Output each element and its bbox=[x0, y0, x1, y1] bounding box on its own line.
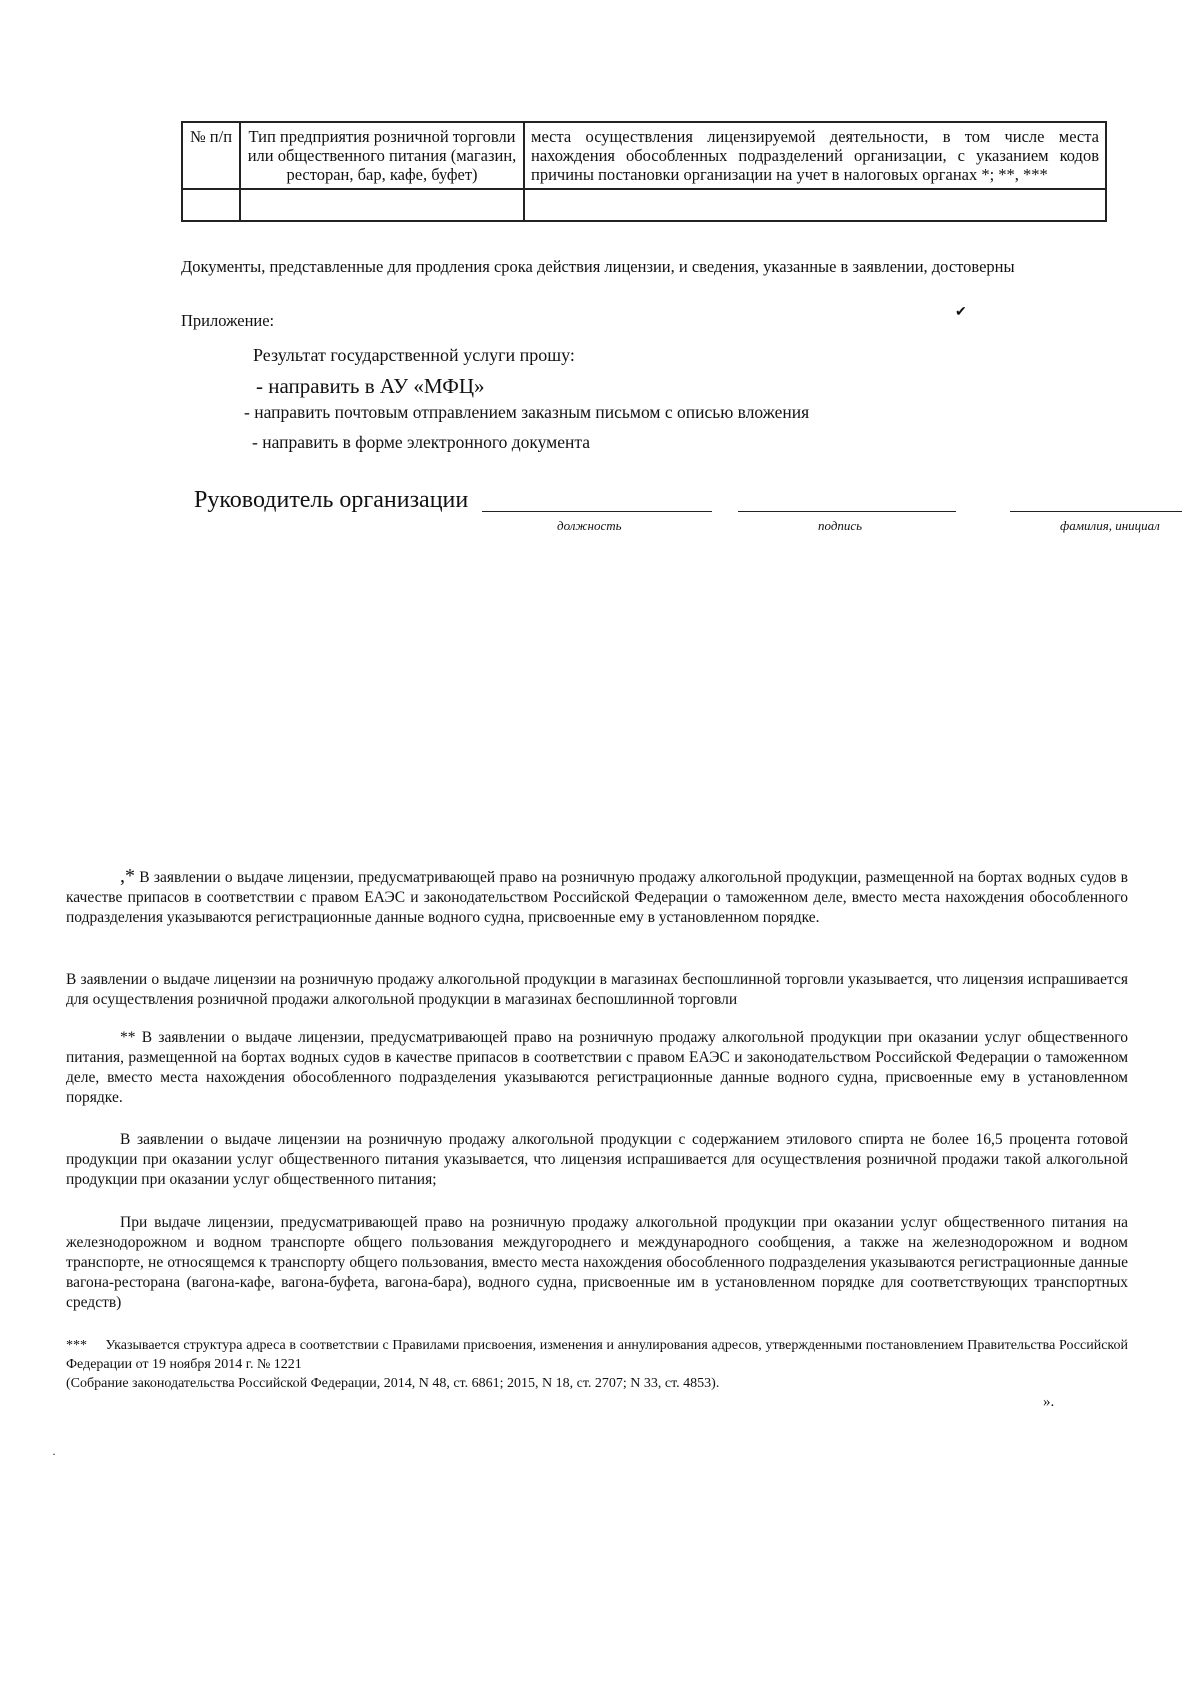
footnote-5 bbox=[66, 1213, 1128, 1313]
result-title: Результат государственной услуги прошу: bbox=[253, 345, 575, 365]
signature-heading: Руководитель организации bbox=[194, 487, 469, 513]
position-line bbox=[482, 511, 712, 512]
footnote-6-mark: *** bbox=[66, 1338, 87, 1353]
footnote-6-text: Указывается структура адреса в соответствии с Правилами присвоения, изменения и аннулирования адресов, утвержденными постановлением Правительства Российской Федерации от 19 ноября 2014 г. № 1221 bbox=[66, 1338, 1129, 1372]
result-option-mfc: - направить в АУ «МФЦ» bbox=[256, 374, 485, 398]
footnote-4-text: В заявлении о выдаче лицензии на розничную продажу алкогольной продукции с содержанием этилового спирта не более 16,5 процента готовой продукции при оказании услуг общественного питания указывается, что лицензия испрашивается для осуществления розничной продажи такой алкогольной продукции при оказании услуг общественного питания; bbox=[66, 1131, 1128, 1188]
closing-quote: ». bbox=[1043, 1394, 1055, 1410]
footnote-4 bbox=[66, 1130, 1128, 1190]
declaration-text: Документы, представленные для продления срока действия лицензии, и сведения, указанные в заявлении, достоверны bbox=[181, 257, 1015, 276]
footnote-2-text: В заявлении о выдаче лицензии на розничную продажу алкогольной продукции в магазинах беспошлинной торговли указывается, что лицензия испрашивается для осуществления розничной продажи алкогольной продукции в магазинах беспошлинной торговли bbox=[66, 971, 1128, 1008]
table-header-row bbox=[182, 122, 1106, 189]
table-row bbox=[182, 189, 1106, 221]
result-option-mail: - направить почтовым отправлением заказным письмом с описью вложения bbox=[244, 402, 810, 422]
footnote-6-source: (Собрание законодательства Российской Федерации, 2014, N 48, ст. 6861; 2015, N 18, ст. 2707; N 33, ст. 4853). bbox=[66, 1376, 720, 1391]
table-cell bbox=[524, 189, 1106, 221]
col-enterprise-type-header: Тип предприятия розничной торговли или общественного питания (магазин, ресторан, бар, кафе, буфет) bbox=[240, 122, 524, 189]
position-caption: должность bbox=[557, 518, 622, 533]
table-cell bbox=[240, 189, 524, 221]
col-places-header: места осуществления лицензируемой деятельности, в том числе места нахождения обособленных подразделений организации, с указанием кодов причины постановки организации на учет в налоговых органах *; **, *** bbox=[524, 122, 1106, 189]
stray-mark: · bbox=[52, 1447, 56, 1461]
table-cell bbox=[182, 189, 240, 221]
signature-caption: подпись bbox=[818, 518, 863, 533]
footnote-1 bbox=[66, 866, 1128, 928]
tick-mark: ✔ bbox=[955, 305, 967, 320]
footnote-6 bbox=[66, 1336, 1128, 1374]
license-places-table bbox=[181, 121, 1107, 222]
name-line bbox=[1010, 511, 1182, 512]
name-caption: фамилия, инициал bbox=[1060, 518, 1160, 533]
result-option-electronic: - направить в форме электронного документа bbox=[252, 432, 590, 452]
footnote-2 bbox=[66, 970, 1128, 1010]
footnote-5-text: При выдаче лицензии, предусматривающей право на розничную продажу алкогольной продукции при оказании услуг общественного питания на железнодорожном и водном транспорте общего пользования междугороднего и международного сообщения, а также на железнодорожном и водном транспорте, не относящемся к транспорту общего пользования, вместо места нахождения обособленного подразделения указываются регистрационные данные вагона-ресторана (вагона-кафе, вагона-буфета, вагона-бара), водного судна, присвоенные им в установленном порядке для соответствующих транспортных средств) bbox=[66, 1214, 1128, 1311]
col-number-header: № п/п bbox=[182, 122, 240, 189]
footnote-3 bbox=[66, 1028, 1128, 1108]
signature-line bbox=[738, 511, 956, 512]
appendix-label: Приложение: bbox=[181, 311, 275, 330]
footnote-3-text: ** В заявлении о выдаче лицензии, предусматривающей право на розничную продажу алкогольной продукции при оказании услуг общественного питания, размещенной на бортах водных судов в качестве припасов в соответствии с правом ЕАЭС и законодательством Российской Федерации о таможенном деле, вместо места нахождения обособленного подразделения указываются регистрационные данные водного судна, присвоенные ему в установленном порядке. bbox=[66, 1029, 1128, 1106]
footnote-1-text: В заявлении о выдаче лицензии, предусматривающей право на розничную продажу алкогольной продукции, размещенной на бортах водных судов в качестве припасов в соответствии с правом ЕАЭС и законодательством Российской Федерации о таможенном деле, вместо места нахождения обособленного подразделения указываются регистрационные данные водного судна, присвоенные ему в установленном порядке. bbox=[66, 869, 1128, 926]
footnote-1-mark: ,* bbox=[120, 865, 135, 887]
